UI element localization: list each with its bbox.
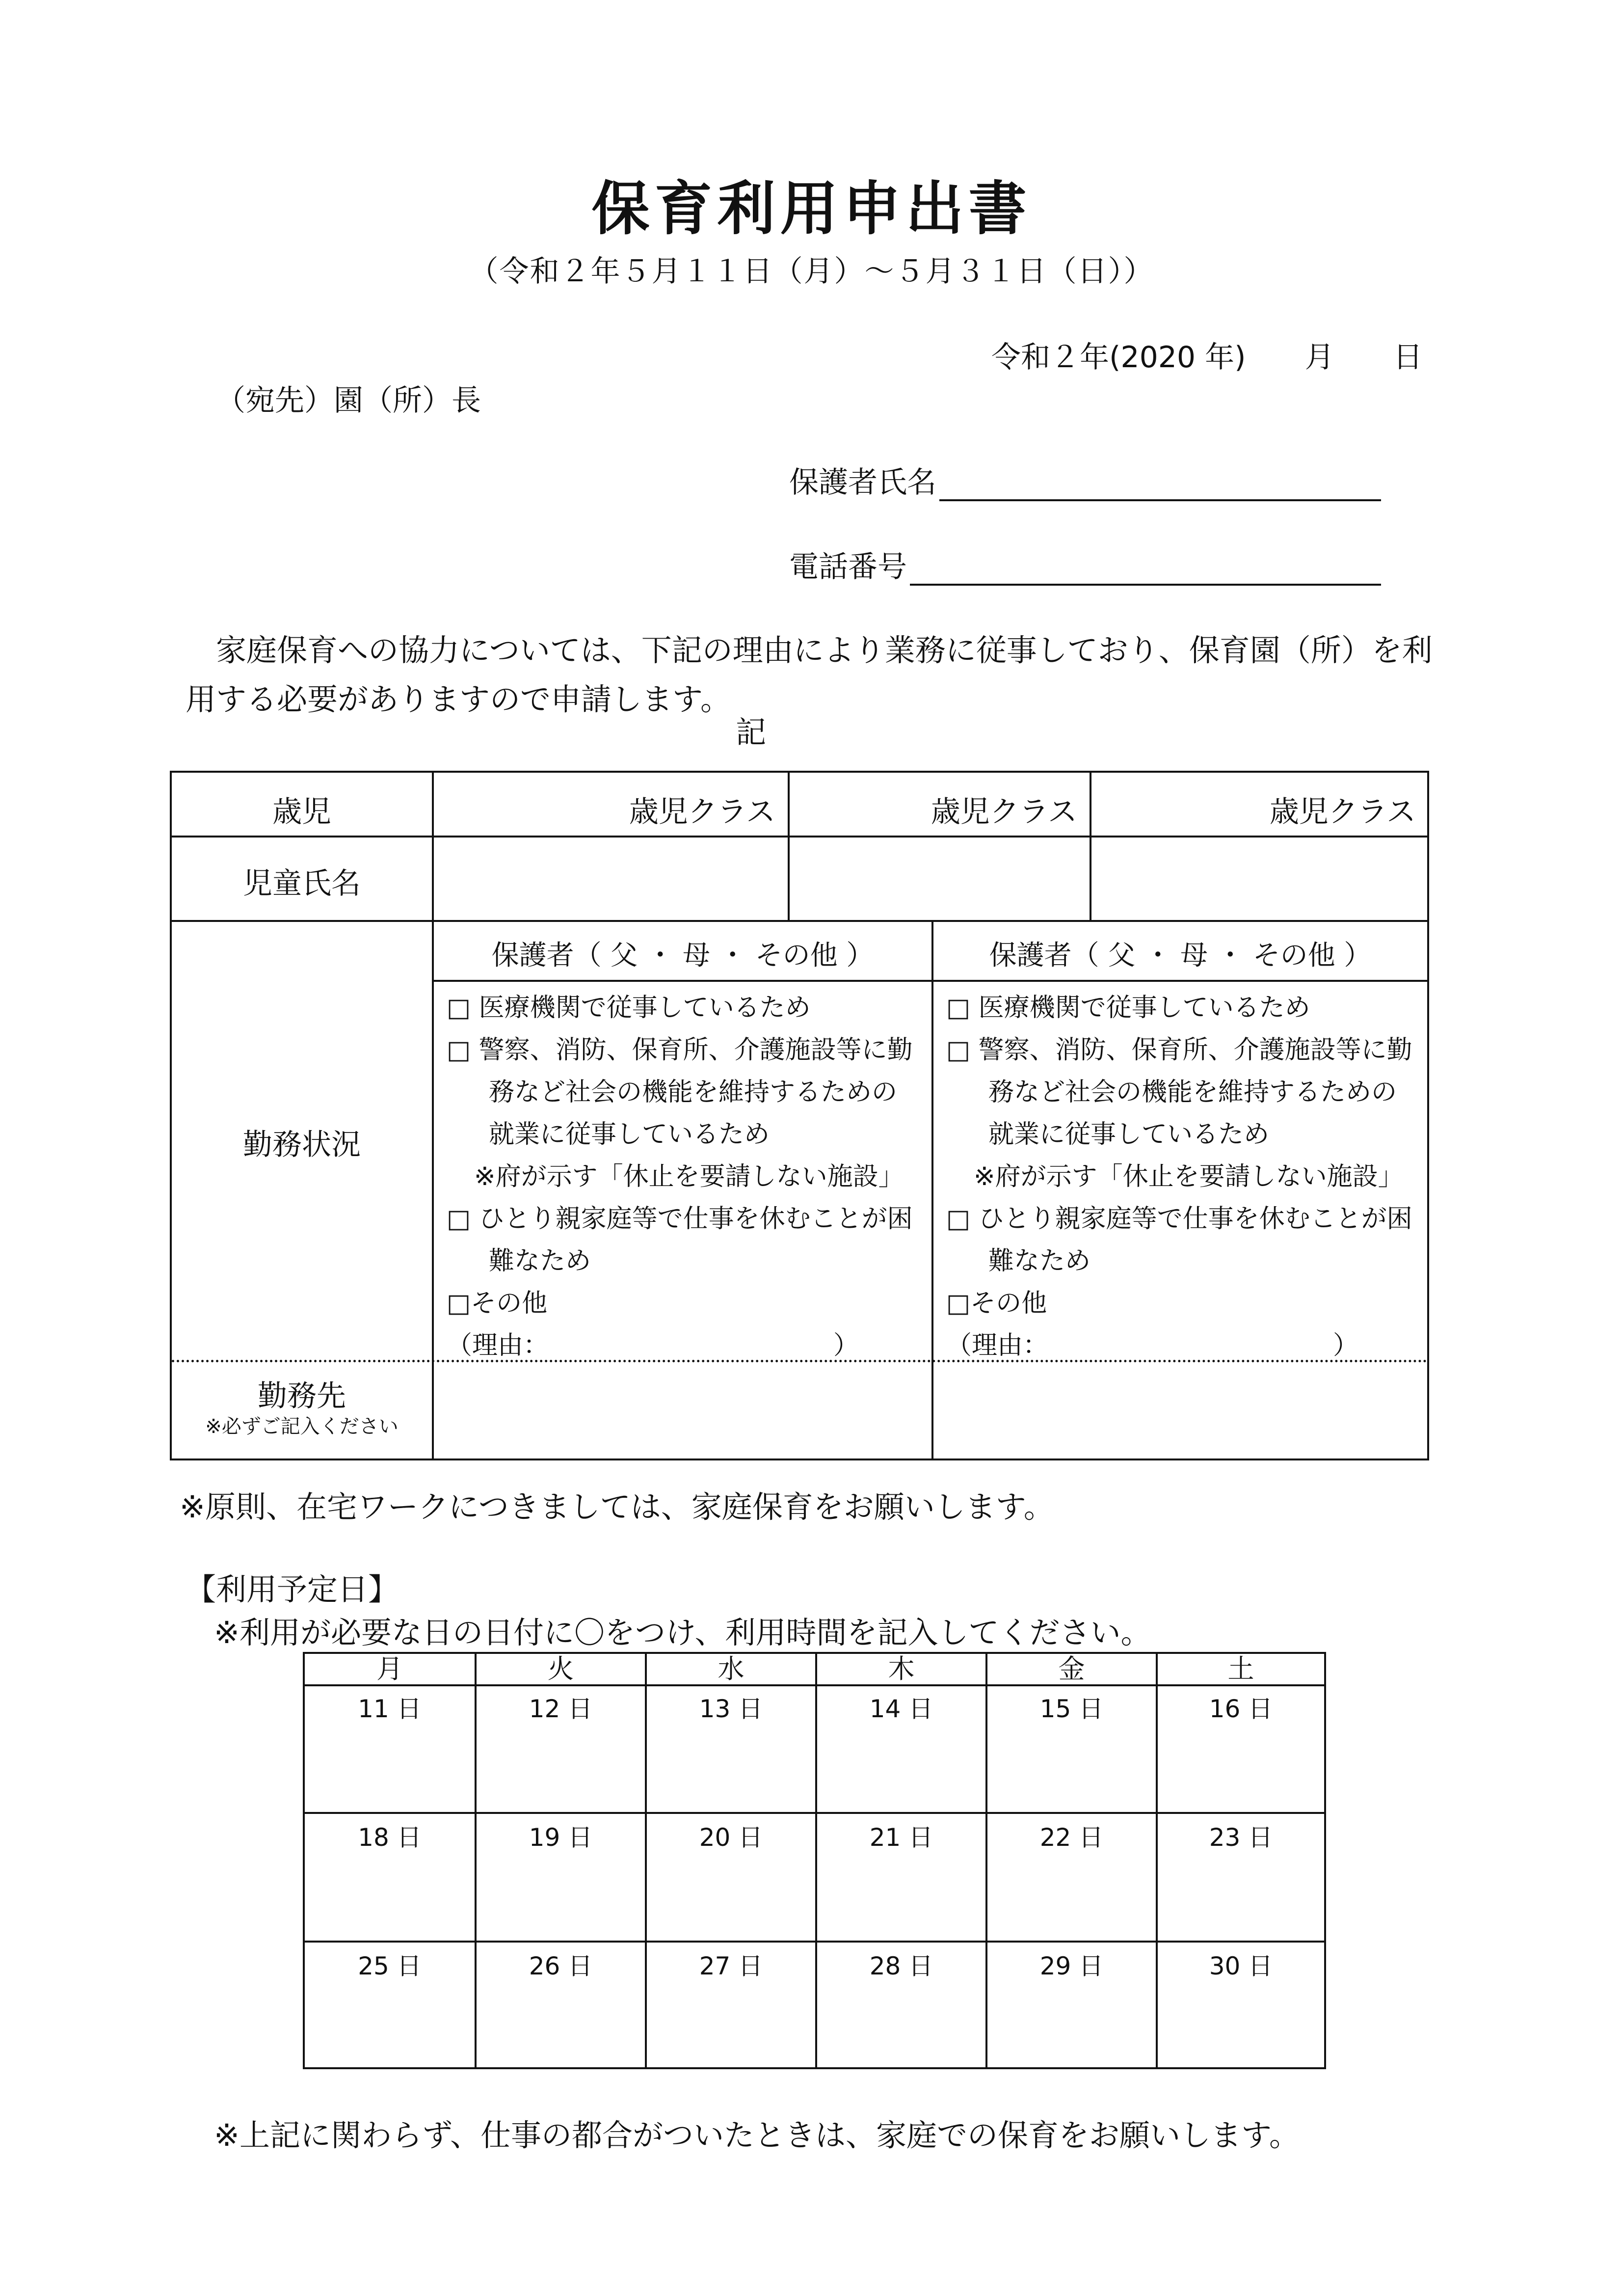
- submission-date: [991, 334, 1423, 376]
- calendar-day[interactable]: 23 日: [1209, 1823, 1273, 1852]
- reason-close-1: ）: [833, 1331, 859, 1360]
- option-medical-2[interactable]: □ 医療機関で従事しているため: [946, 993, 1310, 1023]
- ki-heading: 記: [735, 714, 766, 750]
- child-name-field-2[interactable]: [790, 837, 1089, 919]
- age-label: 歳児: [272, 795, 331, 829]
- reason-row-1[interactable]: [447, 1324, 913, 1367]
- calendar-day[interactable]: 15 日: [1039, 1695, 1104, 1723]
- option-single-parent-cont-2: 難なため: [988, 1246, 1091, 1276]
- calendar-day[interactable]: 11 日: [358, 1695, 422, 1723]
- option-essential-1[interactable]: □ 警察、消防、保育所、介護施設等に勤: [447, 1035, 913, 1065]
- document-title: 保育利用申出書: [591, 175, 1032, 243]
- date-era: 令和２年(2020 年): [991, 340, 1246, 375]
- calendar-day[interactable]: 25 日: [358, 1952, 422, 1980]
- phone-row: [789, 543, 1381, 586]
- child-name-field-3[interactable]: [1091, 837, 1427, 919]
- guardian-name-label: 保護者氏名: [789, 465, 936, 500]
- guardian-header-1[interactable]: 保護者（ 父 ・ 母 ・ その他 ）: [491, 940, 874, 972]
- guardian-header-2[interactable]: 保護者（ 父 ・ 母 ・ その他 ）: [989, 940, 1372, 972]
- phone-label: 電話番号: [789, 550, 907, 584]
- period-subtitle: （令和２年５月１１日（月）～５月３１日（日））: [469, 254, 1154, 289]
- request-paragraph: 家庭保育への協力については、下記の理由により業務に従事しており、保育園（所）を利用する必要がありますので申請します。: [186, 632, 1433, 717]
- option-single-parent-cont-1: 難なため: [489, 1246, 591, 1276]
- workplace-label: 勤務先: [258, 1379, 346, 1413]
- work-options-2: [946, 987, 1412, 1367]
- child-name-label: 児童氏名: [243, 866, 361, 901]
- workplace-note: ※必ずご記入ください: [205, 1415, 399, 1438]
- weekday-sat: 土: [1227, 1653, 1254, 1684]
- calendar-day[interactable]: 20 日: [699, 1823, 763, 1852]
- schedule-instruction: ※利用が必要な日の日付に〇をつけ、利用時間を記入してください。: [214, 1615, 1151, 1650]
- calendar-day[interactable]: 27 日: [699, 1952, 763, 1980]
- age-class-3[interactable]: 歳児クラス: [1269, 795, 1416, 829]
- option-essential-note-1: ※府が示す「休止を要請しない施設」: [474, 1162, 904, 1191]
- reason-label-2: （理由：: [946, 1331, 1049, 1360]
- weekday-fri: 金: [1058, 1653, 1085, 1684]
- age-class-2[interactable]: 歳児クラス: [931, 795, 1077, 829]
- weekday-tue: 火: [547, 1653, 574, 1684]
- weekday-mon: 月: [376, 1653, 403, 1684]
- closing-notice: ※上記に関わらず、仕事の都合がついたときは、家庭での保育をお願いします。: [214, 2117, 1300, 2153]
- reason-label-1: （理由：: [447, 1331, 549, 1360]
- calendar-day[interactable]: 30 日: [1209, 1952, 1273, 1980]
- addressee: （宛先）園（所）長: [216, 383, 481, 418]
- calendar-day[interactable]: 12 日: [529, 1695, 593, 1723]
- remote-work-notice: ※原則、在宅ワークにつきましては、家庭保育をお願いします。: [180, 1489, 1054, 1525]
- date-month-label: 月: [1304, 340, 1334, 375]
- calendar-day[interactable]: 29 日: [1039, 1952, 1104, 1980]
- option-single-parent-2[interactable]: □ ひとり親家庭等で仕事を休むことが困: [946, 1204, 1412, 1234]
- guardian-name-field[interactable]: [939, 470, 1381, 501]
- schedule-calendar: [303, 1652, 1326, 2069]
- guardian-name-row: [789, 459, 1381, 501]
- weekday-wed: 水: [718, 1653, 745, 1684]
- option-essential-cont-a-2: 務など社会の機能を維持するための: [988, 1078, 1397, 1107]
- option-essential-cont-b-1: 就業に従事しているため: [489, 1120, 770, 1149]
- reason-row-2[interactable]: [946, 1324, 1412, 1367]
- child-name-field-1[interactable]: [434, 837, 787, 919]
- schedule-heading: 【利用予定日】: [186, 1571, 399, 1607]
- phone-field[interactable]: [910, 554, 1381, 586]
- calendar-day[interactable]: 19 日: [529, 1823, 593, 1852]
- workplace-field-1[interactable]: [434, 1363, 931, 1457]
- option-essential-note-2: ※府が示す「休止を要請しない施設」: [974, 1162, 1404, 1191]
- calendar-day[interactable]: 16 日: [1209, 1695, 1273, 1723]
- option-essential-2[interactable]: □ 警察、消防、保育所、介護施設等に勤: [946, 1035, 1412, 1065]
- age-class-1[interactable]: 歳児クラス: [629, 795, 775, 829]
- reason-close-2: ）: [1333, 1331, 1359, 1360]
- option-single-parent-1[interactable]: □ ひとり親家庭等で仕事を休むことが困: [447, 1204, 913, 1234]
- calendar-day[interactable]: 26 日: [529, 1952, 593, 1980]
- calendar-day[interactable]: 28 日: [869, 1952, 933, 1980]
- date-day-label: 日: [1393, 340, 1423, 375]
- option-essential-cont-a-1: 務など社会の機能を維持するための: [489, 1078, 898, 1107]
- workplace-field-2[interactable]: [933, 1363, 1426, 1457]
- work-options-1: [447, 987, 913, 1367]
- option-other-1[interactable]: □その他: [447, 1289, 548, 1318]
- calendar-day[interactable]: 22 日: [1039, 1823, 1104, 1852]
- option-medical-1[interactable]: □ 医療機関で従事しているため: [447, 993, 811, 1023]
- calendar-day[interactable]: 21 日: [869, 1823, 933, 1852]
- weekday-thu: 木: [888, 1653, 915, 1684]
- option-other-2[interactable]: □その他: [946, 1289, 1047, 1318]
- calendar-day[interactable]: 18 日: [358, 1823, 422, 1852]
- calendar-day[interactable]: 13 日: [699, 1695, 763, 1723]
- application-table: [170, 771, 1429, 1460]
- calendar-day[interactable]: 14 日: [869, 1695, 933, 1723]
- work-status-label: 勤務状況: [243, 1128, 361, 1162]
- option-essential-cont-b-2: 就業に従事しているため: [988, 1120, 1270, 1149]
